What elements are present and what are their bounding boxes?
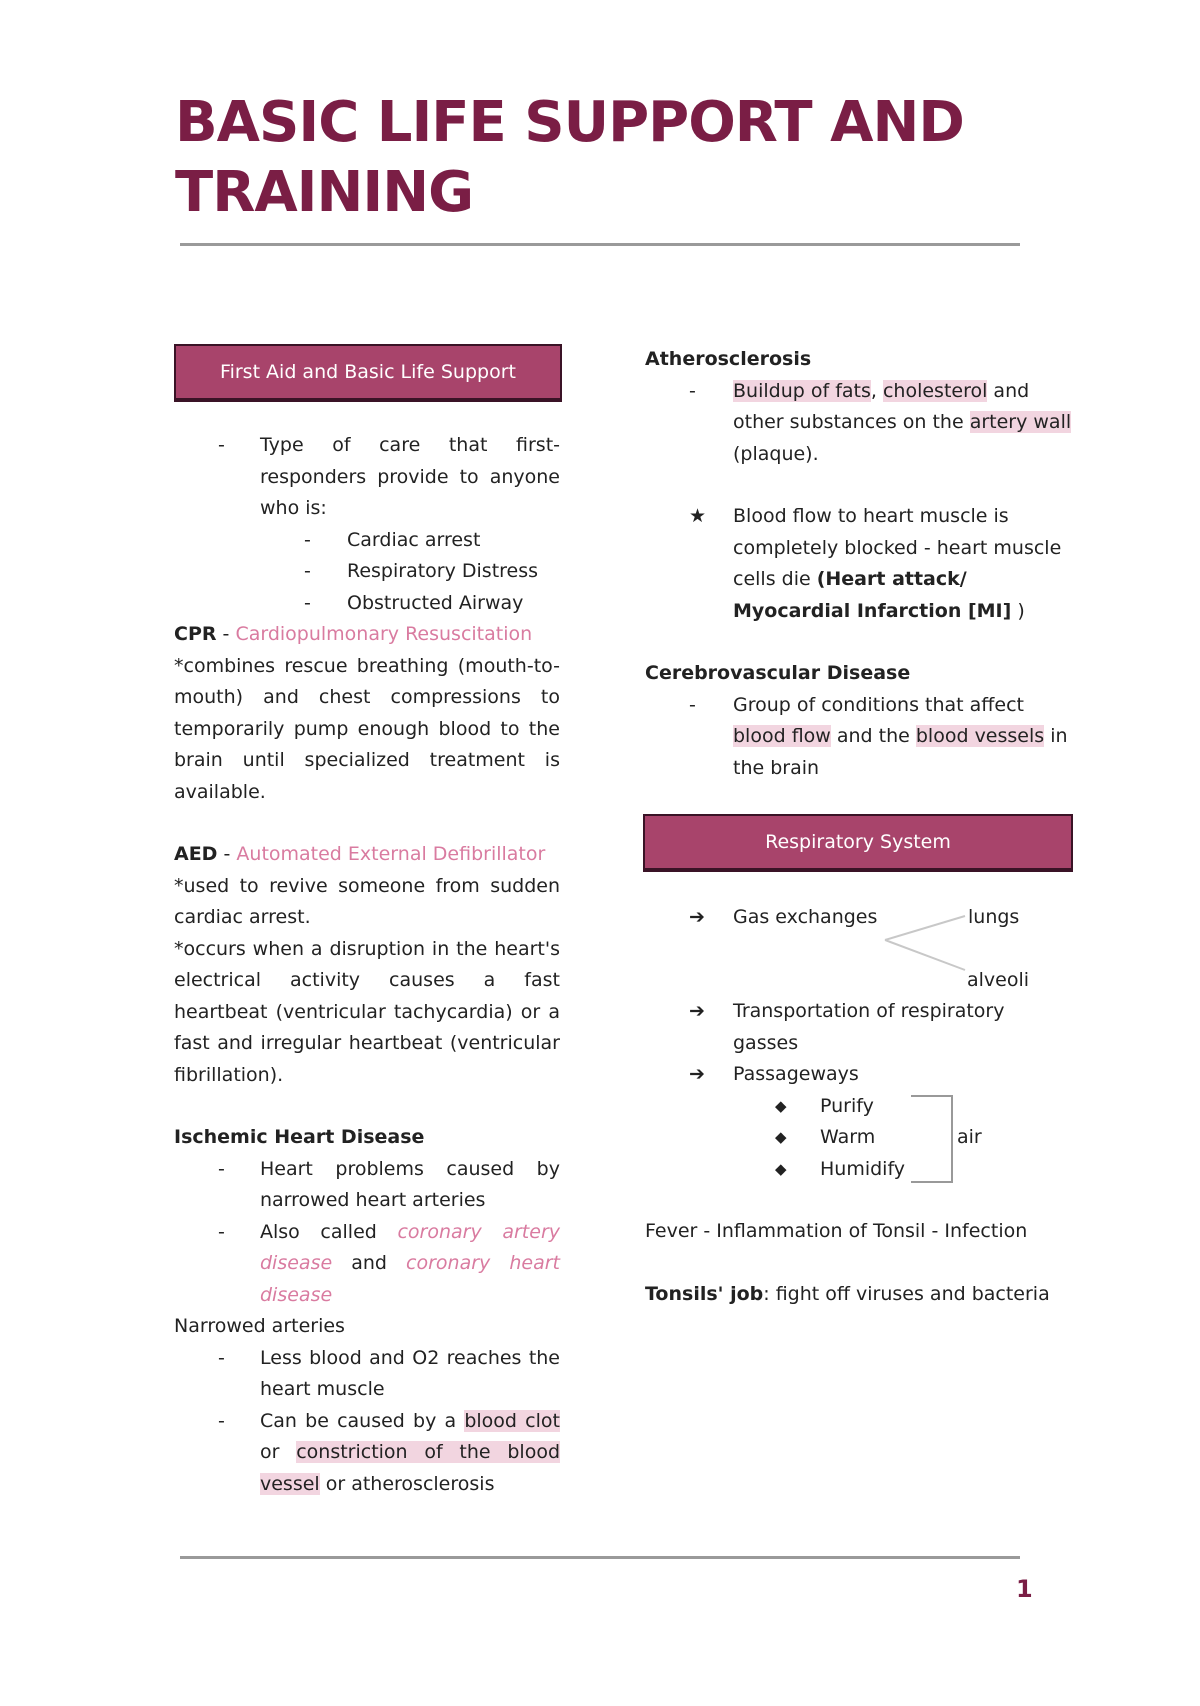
ihd-heading: Ischemic Heart Disease xyxy=(174,1126,425,1148)
diamond-icon: ◆ xyxy=(775,1096,787,1115)
dash-bullet: - xyxy=(218,434,225,456)
aed-description-2: *occurs when a disruption in the heart's electrical activity causes a fast heartbeat (ventricular tachycardia) or a fast and irregular heartbeat (ventricular fibrillation). xyxy=(174,937,560,1086)
intro-text: Type of care that first-responders provide to anyone who is: xyxy=(260,434,560,519)
list-item: - Group of conditions that affect blood flow and the blood vessels in the brain xyxy=(645,690,1075,785)
lungs-label: lungs xyxy=(968,906,1020,928)
left-column xyxy=(174,344,560,1500)
right-column xyxy=(645,344,1075,1310)
cpr-heading: CPR - Cardiopulmonary Resuscitation xyxy=(174,623,533,645)
dash-bullet: - xyxy=(218,1409,225,1432)
list-item: - Less blood and O2 reaches the heart muscle xyxy=(174,1343,560,1406)
dash-bullet: - xyxy=(304,528,311,551)
list-item xyxy=(174,430,560,525)
alveoli-label: alveoli xyxy=(967,969,1030,991)
dash-bullet: - xyxy=(304,591,311,614)
list-item: ◆ Purify xyxy=(645,1091,1075,1123)
list-item xyxy=(174,588,560,620)
passageways-sublist xyxy=(645,1091,1075,1186)
list-item: ➔ Passageways xyxy=(645,1059,1075,1091)
dash-bullet: - xyxy=(689,379,696,402)
fever-text: Fever - Inflammation of Tonsil - Infection xyxy=(645,1220,1028,1242)
dash-bullet: - xyxy=(218,1157,225,1180)
list-item: - Buildup of fats, cholesterol and other substances on the artery wall (plaque). xyxy=(645,376,1075,471)
diamond-icon: ◆ xyxy=(775,1159,787,1178)
atherosclerosis-heading: Atherosclerosis xyxy=(645,348,812,370)
arrow-right-icon: ➔ xyxy=(689,906,705,928)
page-number: 1 xyxy=(1016,1575,1033,1603)
list-item: ➔ Transportation of respiratory gasses xyxy=(645,996,1075,1059)
branch-lines-icon xyxy=(883,912,967,974)
list-item xyxy=(174,525,560,557)
intro-item-respiratory: Respiratory Distress xyxy=(347,560,539,582)
dash-bullet: - xyxy=(218,1346,225,1369)
dash-bullet: - xyxy=(689,693,696,716)
dash-bullet: - xyxy=(304,560,311,582)
page-title: BASIC LIFE SUPPORT AND TRAINING xyxy=(175,90,964,225)
list-item xyxy=(174,556,560,588)
list-item: ★ Blood flow to heart muscle is completely blocked - heart muscle cells die (Heart attack/ Myocardial Infarction [MI] ) xyxy=(645,501,1075,627)
cerebrovascular-heading: Cerebrovascular Disease xyxy=(645,662,911,684)
list-item: ◆ Warm xyxy=(645,1122,1075,1154)
gas-exchanges-item: ➔ Gas exchanges lungs alveoli xyxy=(645,902,1075,965)
air-bracket xyxy=(911,1095,953,1183)
list-item: - Can be caused by a blood clot or constriction of the blood vessel or atherosclerosis xyxy=(174,1406,560,1501)
diamond-icon: ◆ xyxy=(775,1128,787,1146)
list-item: - Heart problems caused by narrowed heart arteries xyxy=(174,1154,560,1217)
star-icon: ★ xyxy=(689,505,707,527)
air-label: air xyxy=(957,1125,982,1148)
arrow-right-icon: ➔ xyxy=(689,1000,705,1022)
cpr-description: *combines rescue breathing (mouth-to-mouth) and chest compressions to temporarily pump enough blood to the brain until specialized treatment is available. xyxy=(174,654,560,803)
intro-item-cardiac: Cardiac arrest xyxy=(347,528,481,551)
arrow-right-icon: ➔ xyxy=(689,1063,705,1085)
list-item: ◆ Humidify xyxy=(645,1154,1075,1186)
dash-bullet: - xyxy=(218,1220,225,1243)
list-item: - Also called coronary artery disease and coronary heart disease xyxy=(174,1217,560,1312)
bottom-divider xyxy=(180,1556,1020,1559)
aed-description-1: *used to revive someone from sudden cardiac arrest. xyxy=(174,874,560,928)
intro-item-airway: Obstructed Airway xyxy=(347,591,524,614)
first-aid-banner: First Aid and Basic Life Support xyxy=(174,344,562,402)
tonsils-text: Tonsils' job: fight off viruses and bacteria xyxy=(645,1282,1050,1305)
aed-heading: AED - Automated External Defibrillator xyxy=(174,843,546,865)
respiratory-banner: Respiratory System xyxy=(643,814,1073,872)
narrowed-arteries-heading: Narrowed arteries xyxy=(174,1315,345,1337)
top-divider xyxy=(180,243,1020,246)
